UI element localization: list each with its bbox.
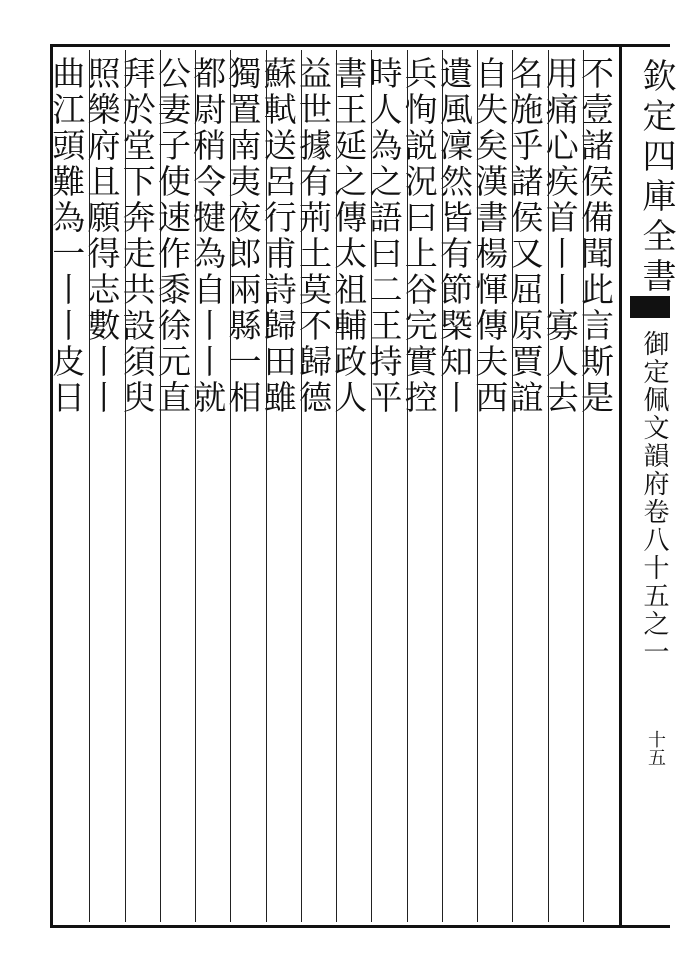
column-divider (477, 50, 478, 922)
column-divider (230, 50, 231, 922)
text-column: 照樂府且願得志數丨丨 (82, 56, 122, 416)
column-divider (407, 50, 408, 922)
fishtail-mark (630, 296, 670, 318)
text-column: 用痛心疾首丨丨寡人去 (540, 56, 580, 416)
bottom-rule (622, 925, 670, 928)
column-divider (442, 50, 443, 922)
text-column: 公妻子使速作黍徐元直 (153, 56, 192, 416)
text-column: 不壹諸侯備聞此言斯是 (576, 56, 615, 416)
column-divider (548, 50, 549, 922)
column-divider (195, 50, 196, 922)
column-divider (266, 50, 267, 922)
text-column: 益世據有荊土莫不歸德 (294, 56, 333, 416)
text-column: 自失矣漢書楊惲傳夫西 (470, 56, 510, 416)
text-column: 蘇軾送呂行甫詩歸田雖 (258, 56, 298, 416)
book-title: 欽定四庫全書 (636, 58, 676, 298)
top-rule (622, 44, 670, 47)
column-divider (125, 50, 126, 922)
column-divider (336, 50, 337, 922)
text-column: 名施乎諸侯又屈原賈誼 (505, 56, 545, 416)
column-divider (89, 50, 90, 922)
volume-title: 御定佩文韻府卷八十五之一 (639, 330, 669, 666)
column-divider (301, 50, 302, 922)
text-column: 獨置南夷夜郎兩縣一相 (223, 56, 263, 416)
column-divider (512, 50, 513, 922)
text-column: 拜於堂下奔走共設須臾 (117, 56, 157, 416)
column-divider (160, 50, 161, 922)
text-column: 兵恂説況曰上谷完實控 (399, 56, 439, 416)
column-divider (583, 50, 584, 922)
text-column: 曲江頭難為一丨丨皮日 (47, 56, 87, 416)
page-number: 十五 (645, 730, 666, 766)
column-divider (371, 50, 372, 922)
text-column: 都尉稍令犍為自丨丨就 (188, 56, 228, 416)
text-column: 遺風凜然皆有節槩知丨 (435, 56, 474, 416)
text-column: 時人為之語曰二王持平 (364, 56, 404, 416)
text-column: 書王延之傳太祖輔政人 (329, 56, 369, 416)
